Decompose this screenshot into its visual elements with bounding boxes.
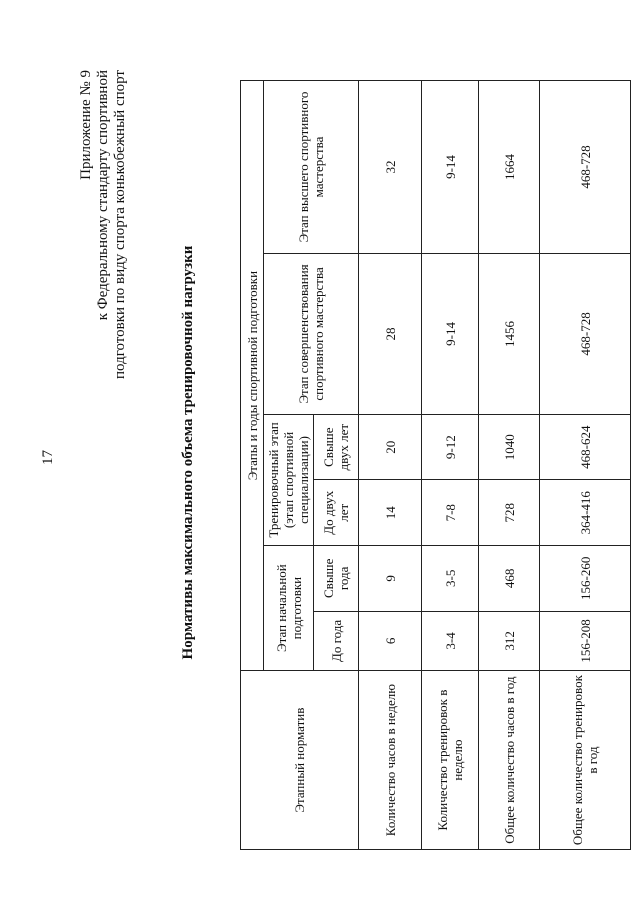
- table-cell: 3-4: [422, 611, 479, 671]
- header-initial-up-to-year: До года: [314, 611, 359, 671]
- table-row: [359, 81, 422, 850]
- table-row: [479, 81, 540, 850]
- table-cell: 9: [359, 546, 422, 612]
- appendix-line-3: подготовки по виду спорта конькобежный спорт: [112, 70, 128, 380]
- table-cell: 1456: [479, 253, 540, 414]
- page-number: 17: [40, 450, 56, 465]
- header-stage-initial: Этап начальной подготовки: [264, 546, 314, 671]
- table-cell: 468-728: [540, 253, 631, 414]
- row-label: Количество часов в неделю: [359, 671, 422, 850]
- table-cell: 20: [359, 414, 422, 480]
- table-cell: 32: [359, 81, 422, 254]
- table-cell: 312: [479, 611, 540, 671]
- appendix-note: [78, 70, 129, 379]
- table-cell: 28: [359, 253, 422, 414]
- row-label: Количество тренировок в неделю: [422, 671, 479, 850]
- norms-table: [240, 80, 631, 850]
- header-training-up-to-two: До двух лет: [314, 480, 359, 546]
- table-cell: 9-12: [422, 414, 479, 480]
- row-label: Общее количество тренировок в год: [540, 671, 631, 850]
- table-cell: 14: [359, 480, 422, 546]
- appendix-line-2: к Федеральному стандарту спортивной: [95, 70, 111, 321]
- header-training-over-two: Свыше двух лет: [314, 414, 359, 480]
- table-row: [422, 81, 479, 850]
- appendix-line-1: Приложение № 9: [78, 70, 94, 180]
- row-label: Общее количество часов в год: [479, 671, 540, 850]
- table-cell: 7-8: [422, 480, 479, 546]
- header-stage-higher: Этап высшего спортивного мастерства: [264, 81, 359, 254]
- table-cell: 9-14: [422, 253, 479, 414]
- table-row: [540, 81, 631, 850]
- table-cell: 728: [479, 480, 540, 546]
- table-cell: 9-14: [422, 81, 479, 254]
- table-cell: 468: [479, 546, 540, 612]
- table-cell: 6: [359, 611, 422, 671]
- header-initial-over-year: Свыше года: [314, 546, 359, 612]
- table-cell: 156-260: [540, 546, 631, 612]
- document-title: Нормативы максимального объема тренировочной нагрузки: [180, 245, 196, 660]
- table-cell: 1040: [479, 414, 540, 480]
- table-cell: 1664: [479, 81, 540, 254]
- header-stage-training: Тренировочный этап (этап спортивной специализации): [264, 414, 314, 545]
- table-cell: 156-208: [540, 611, 631, 671]
- table-cell: 3-5: [422, 546, 479, 612]
- header-norm: Этапный норматив: [241, 671, 359, 850]
- table-cell: 364-416: [540, 480, 631, 546]
- header-stages-group: Этапы и годы спортивной подготовки: [241, 81, 264, 671]
- table-cell: 468-624: [540, 414, 631, 480]
- header-stage-perfection: Этап совершенствования спортивного мастерства: [264, 253, 359, 414]
- table-cell: 468-728: [540, 81, 631, 254]
